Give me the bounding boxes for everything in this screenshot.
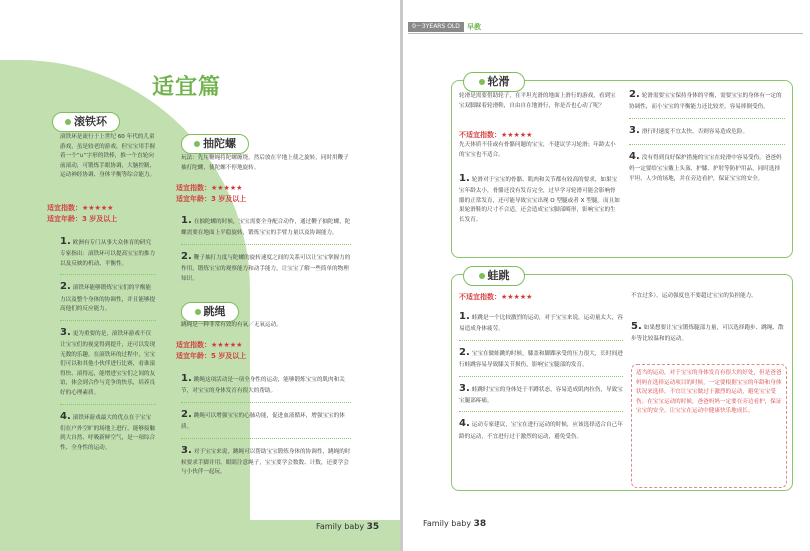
tiaosheng-items bbox=[181, 370, 351, 483]
guntiehuan-intro: 滚铁环是流行于上世纪 60 年代的儿童游戏，虽是较老的游戏，但宝宝用手握着一个“∪”字形的铁棒，推一个直轮向前滚动，可锻炼手眼协调，大脑控制、运动神经协调、身体平衡等综合能力。 bbox=[60, 134, 156, 179]
lunhua-items-left bbox=[459, 170, 621, 231]
list-item: 4. 运动专家建议，宝宝在进行运动的时候，应该选择适合自己年龄的运动，不宜进行过于激烈的运动，避免受伤。 bbox=[459, 418, 623, 440]
page-number: 38 bbox=[473, 519, 487, 529]
watiao-continued-text: 不宜过多），运动强度也不要超过宝宝的负担能力。 bbox=[631, 293, 757, 299]
tiaosheng-fit-age: 适宜年龄：5 岁及以上 bbox=[176, 352, 247, 360]
page-number: 35 bbox=[366, 522, 380, 532]
list-item: 1. 蛙跳是一个比较激烈的运动，对于宝宝来说，运动量太大，容易造成身体疲劳。 bbox=[459, 311, 623, 333]
tiaosheng-fit-index: 适宜指数：★★★★★ bbox=[176, 341, 243, 349]
list-item: 3. 蛙跳时宝宝的身体处于半蹲状态，容易造成肌肉拉伤，导致宝宝腿部疼痛。 bbox=[459, 382, 623, 404]
lunhua-unfit-index: 不适宜指数：★★★★★ bbox=[459, 131, 533, 139]
bullet-icon bbox=[65, 119, 71, 125]
list-item: 1. 跳绳这项活动是一项全身性的运动，能够锻炼宝宝的肌肉和关节，对宝宝的身体发育有很大的帮助。 bbox=[181, 373, 345, 395]
guntiehuan-items bbox=[60, 233, 156, 459]
lunhua-items-right bbox=[629, 86, 785, 189]
watiao-tip-box bbox=[631, 364, 787, 488]
watiao-items-right bbox=[631, 318, 785, 350]
list-item: 4. 没有得到良好保护措施的宝宝在轮滑中容易受伤。爸爸妈妈一定要给宝宝戴上头盔、护膝、护肘等防护用品，同时选择平坦、人少的场地，并在旁边看护，保证宝宝的安全。 bbox=[629, 150, 782, 182]
list-item: 3. 对于宝宝来说，跳绳可以帮助宝宝锻炼身体的协调性，跳绳的时候要求手脚并用、眼睛注意绳子，宝宝要学会数数、计数，还要学会与小伙伴一起玩。 bbox=[181, 444, 351, 476]
divider bbox=[459, 340, 623, 341]
divider bbox=[459, 376, 623, 377]
list-item: 4. 滚铁环游戏最大的优点在于宝宝们在户外空旷的场地上进行，能够接触到大自然、呼吸新鲜空气，是一项综合性、全身性的运动。 bbox=[60, 410, 156, 452]
guntiehuan-fit-index: 适宜指数：★★★★★ bbox=[47, 204, 114, 212]
divider bbox=[181, 244, 351, 245]
guntiehuan-fit-age: 适宜年龄：3 岁及以上 bbox=[47, 215, 118, 223]
footer-brand: Family baby bbox=[316, 522, 365, 531]
watiao-unfit-index: 不适宜指数：★★★★★ bbox=[459, 293, 533, 301]
list-item: 2. 鞭子抽打力度与陀螺的旋转速度之间的关系可以让宝宝掌握力的作用，锻炼宝宝的观察能力和动手能力，让宝宝了解一些简单的物理知识。 bbox=[181, 250, 351, 282]
page-footer bbox=[316, 522, 379, 532]
list-item: 5. 如果想要让宝宝锻炼腿部力量，可以选择跑步、跳绳、散步等比较温和的运动。 bbox=[631, 321, 784, 343]
list-item: 2. 宝宝在做蛙跳的时候，膝盖和脚踝承受的压力很大，长时间进行蛙跳容易导致膝关节损伤，影响宝宝腿部的发育。 bbox=[459, 346, 623, 368]
watiao-tip-text: 适当的运动，对于宝宝的身体发育有很大的好处，但是爸爸妈妈在选择运动项目的时候，一定要根据宝宝的年龄和身体状况来选择，不宜让宝宝做过于激烈的运动，避免宝宝受伤。在宝宝运动的时候，爸爸妈妈一定要在旁边看护，保证宝宝的安全，让宝宝在运动中健康快乐地成长。 bbox=[636, 370, 782, 415]
bullet-icon bbox=[479, 79, 485, 85]
header-rule bbox=[408, 33, 803, 34]
divider bbox=[60, 404, 156, 405]
section-title-watiao: 蛙跳 bbox=[463, 266, 525, 286]
list-item: 1. 欧洲有专门从事大众体育的研究专家指出：滚铁环可以提高宝宝的推力以及反映的机动、平衡性。 bbox=[60, 236, 156, 267]
divider bbox=[629, 144, 785, 145]
footer-brand: Family baby bbox=[423, 519, 472, 528]
header-title: 早教 bbox=[467, 23, 481, 31]
bullet-icon bbox=[195, 309, 201, 315]
header-tag: 0～3YEARS OLD bbox=[408, 22, 464, 32]
watiao-items-left bbox=[459, 308, 623, 447]
choutuoluo-fit-age: 适宜年龄：3 岁及以上 bbox=[176, 195, 247, 203]
choutuoluo-intro: 玩法：先用鞭绳将陀螺缠绕，然后放在平地上使之旋转，同时用鞭子抽打陀螺，使陀螺不停地旋转。 bbox=[181, 155, 349, 171]
section-title-choutuoluo: 抽陀螺 bbox=[181, 134, 249, 154]
list-item: 1. 轮滑对于宝宝的骨骼、肌肉和关节都有较高的要求，如果宝宝年龄太小，骨骼还没有发育完全，过早学习轮滑可能会影响骨骼的正常发育，还可能导致宝宝出现 O 型腿或者 X 型腿。而且如果轮滑鞋的尺寸不合适，还会造成宝宝脚部畸形，影响宝宝的生长发育。 bbox=[459, 173, 620, 224]
bullet-icon bbox=[194, 141, 200, 147]
choutuoluo-fit-index: 适宜指数：★★★★★ bbox=[176, 184, 243, 192]
divider bbox=[181, 438, 351, 439]
divider bbox=[60, 320, 156, 321]
divider bbox=[181, 402, 351, 403]
left-page bbox=[0, 0, 400, 551]
page-title: 适宜篇 bbox=[152, 75, 222, 100]
right-page bbox=[403, 0, 810, 551]
lunhua-unfit-note: 先天体质不佳或有骨骼问题的宝宝，不建议学习轮滑；年龄太小的宝宝也不适合。 bbox=[459, 142, 616, 158]
list-item: 2. 轮滑需要宝宝保持身体的平衡，需要宝宝的身体有一定的协调性，而小宝宝的平衡能力还比较差，容易摔倒受伤。 bbox=[629, 89, 782, 111]
page-footer bbox=[423, 519, 486, 529]
section-title-lunhua: 轮滑 bbox=[463, 72, 525, 92]
bullet-icon bbox=[479, 273, 485, 279]
choutuoluo-items bbox=[181, 212, 351, 289]
list-item: 1. 在抽陀螺的时候，宝宝需要全身配合动作，通过鞭子抽陀螺，陀螺需要在地面上平稳旋转，锻炼宝宝的手臂力量以及协调能力。 bbox=[181, 215, 351, 237]
divider bbox=[60, 274, 156, 275]
tiaosheng-intro: 跳绳是一种非常有效的有氧／无氧运动。 bbox=[181, 322, 282, 328]
list-item: 3. 更为重要的是，滚铁环游戏不仅让宝宝们的视觉得到提升，还可以发现无数的乐趣。在滚铁环的过程中，宝宝们可以和其他小伙伴进行比赛，看谁滚得快、滚得远，能增进宝宝们之间的友谊，体会到合作与竞争的快乐，培养良好的心理素质。 bbox=[60, 326, 156, 397]
section-title-tiaosheng: 跳绳 bbox=[181, 302, 239, 322]
lunhua-intro: 轮滑是需要借助轮子，在平坦光滑的地面上滑行的游戏，看到宝宝双脚踩着轮滑鞋，自由自在地滑行，你是否也心动了呢？ bbox=[459, 93, 616, 109]
list-item: 2. 跳绳可以增强宝宝的心肺功能，促进血液循环，增强宝宝的体质。 bbox=[181, 408, 345, 430]
divider bbox=[459, 411, 623, 412]
list-item: 2. 滚铁环能够锻炼宝宝们的平衡能力以及整个身体的协调性，并且能够提高他们的反应能力。 bbox=[60, 281, 156, 313]
section-title-guntiehuan: 滚铁环 bbox=[52, 112, 120, 132]
list-item: 3. 滑行时速度不宜太快，否则容易造成危险。 bbox=[629, 124, 749, 136]
divider bbox=[629, 118, 785, 119]
